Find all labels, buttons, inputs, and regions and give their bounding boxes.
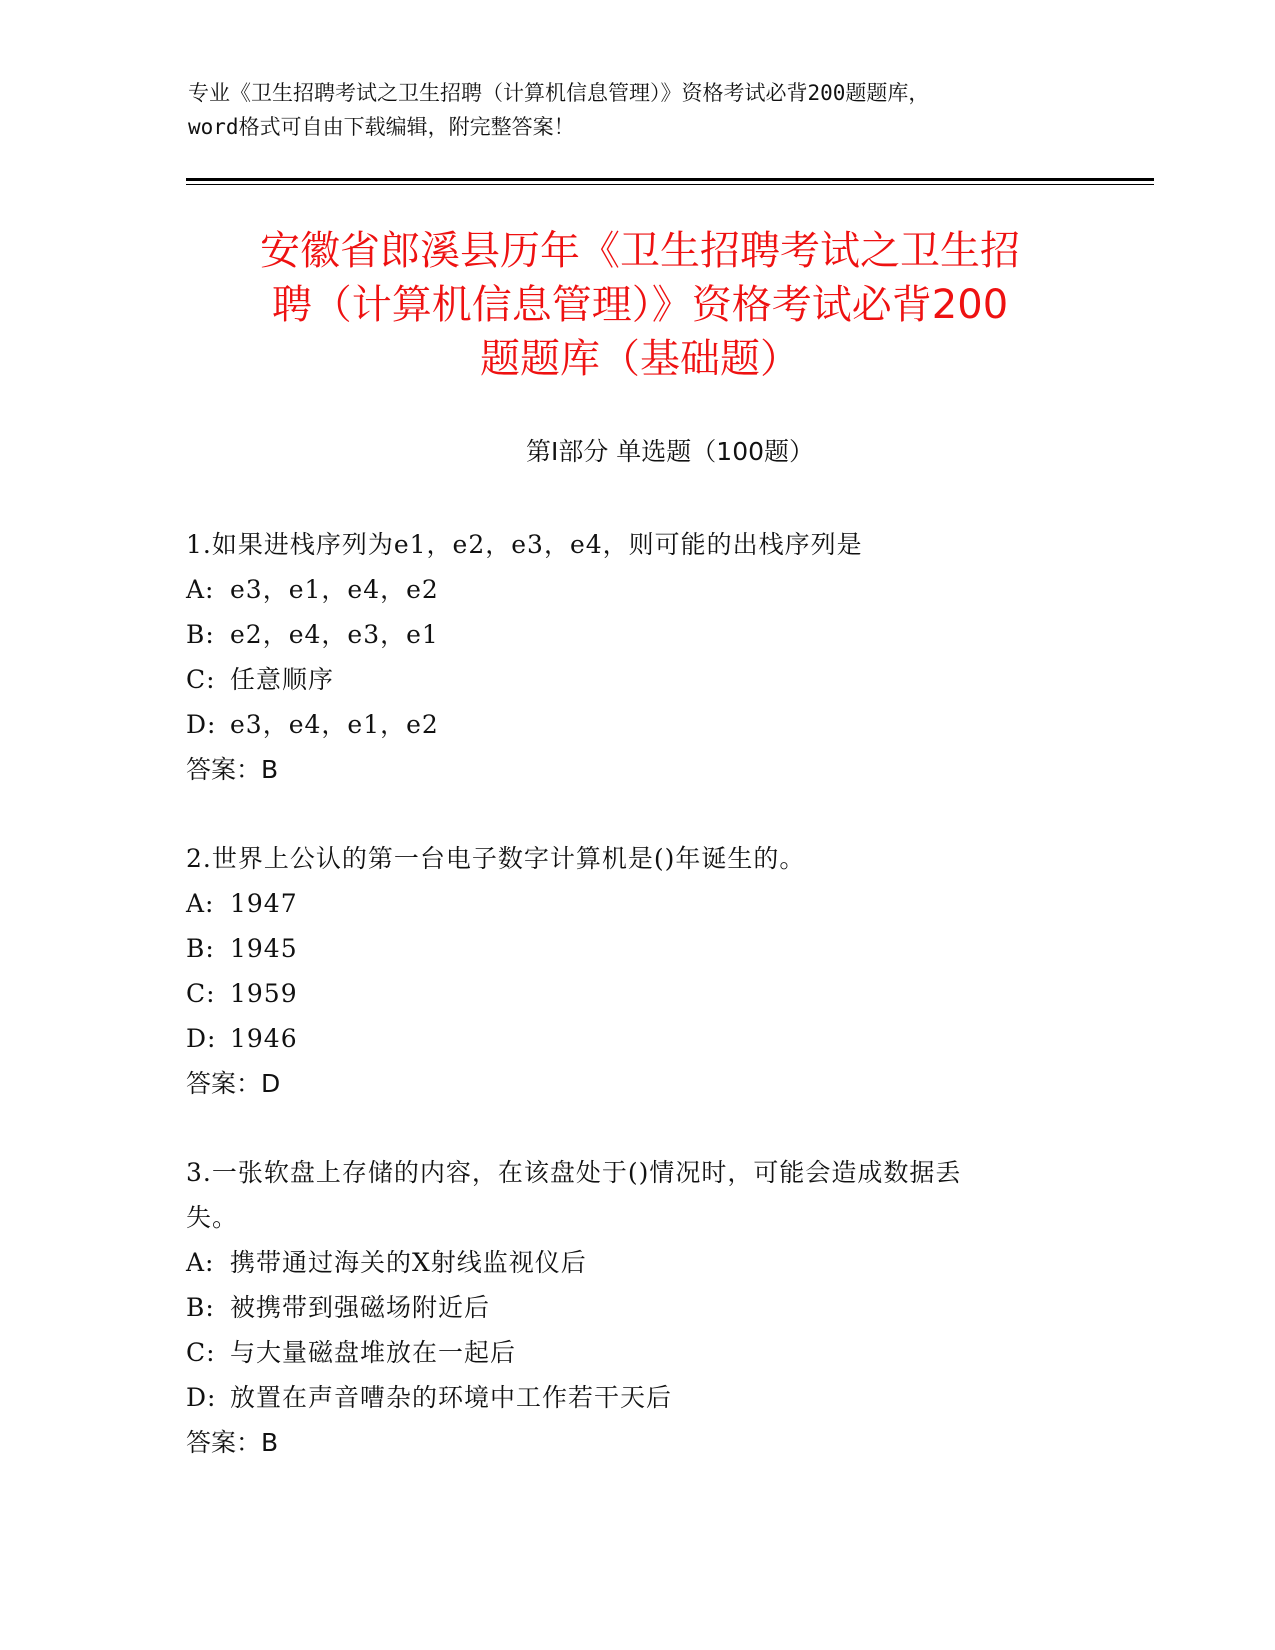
option-c <box>186 657 1086 702</box>
answer-label: 答案：B <box>186 1428 279 1457</box>
option-text: 携带通过海关的X射线监视仪后 <box>230 1248 587 1277</box>
option-text: e3，e1，e4，e2 <box>230 575 439 604</box>
question-stem: 3.一张软盘上存储的内容，在该盘处于()情况时，可能会造成数据丢 <box>186 1158 962 1187</box>
option-text: 1946 <box>230 1024 298 1053</box>
question-3 <box>186 1150 1086 1465</box>
option-d <box>186 702 1086 747</box>
option-b <box>186 612 1086 657</box>
option-a <box>186 567 1086 612</box>
option-letter: D: <box>186 1024 217 1053</box>
option-letter: A: <box>186 889 215 918</box>
option-letter: A: <box>186 1248 215 1277</box>
option-text: 1959 <box>230 979 298 1008</box>
option-c <box>186 971 1086 1016</box>
option-b <box>186 926 1086 971</box>
option-letter: D: <box>186 1383 217 1412</box>
option-text: 被携带到强磁场附近后 <box>230 1293 491 1322</box>
header-note-line-1: 专业《卫生招聘考试之卫生招聘（计算机信息管理）》资格考试必背200题题库， <box>188 81 930 105</box>
option-text: 放置在声音嘈杂的环境中工作若干天后 <box>230 1383 673 1412</box>
question-1 <box>186 522 1086 792</box>
option-letter: B: <box>186 620 215 649</box>
question-stem: 1.如果进栈序列为e1，e2，e3，e4，则可能的出栈序列是 <box>186 530 863 559</box>
section-heading: 第Ⅰ部分 单选题（100题） <box>525 437 815 466</box>
option-text: 与大量磁盘堆放在一起后 <box>230 1338 517 1367</box>
header-note <box>188 76 1088 144</box>
option-letter: A: <box>186 575 215 604</box>
option-text: 1947 <box>230 889 298 918</box>
document-title <box>180 224 1100 386</box>
option-letter: C: <box>186 1338 216 1367</box>
header-note-line-2: word格式可自由下载编辑，附完整答案！ <box>188 115 575 139</box>
option-text: 1945 <box>230 934 298 963</box>
option-letter: B: <box>186 934 215 963</box>
option-text: 任意顺序 <box>230 665 335 694</box>
option-d <box>186 1016 1086 1061</box>
option-text: e2，e4，e3，e1 <box>230 620 439 649</box>
option-letter: C: <box>186 665 216 694</box>
option-letter: B: <box>186 1293 215 1322</box>
header-divider-thin <box>186 184 1154 185</box>
option-b <box>186 1285 1086 1330</box>
document-title-line-2: 聘（计算机信息管理）》资格考试必背200 <box>271 282 1009 328</box>
header-divider-thick <box>186 178 1154 181</box>
option-text: e3，e4，e1，e2 <box>230 710 439 739</box>
option-letter: C: <box>186 979 216 1008</box>
answer-label: 答案：D <box>186 1069 281 1098</box>
option-d <box>186 1375 1086 1420</box>
option-a <box>186 1240 1086 1285</box>
document-title-line-1: 安徽省郎溪县历年《卫生招聘考试之卫生招 <box>260 228 1020 274</box>
option-c <box>186 1330 1086 1375</box>
question-stem: 2.世界上公认的第一台电子数字计算机是()年诞生的。 <box>186 844 806 873</box>
answer-label: 答案：B <box>186 755 279 784</box>
question-stem-continued: 失。 <box>186 1203 239 1232</box>
option-a <box>186 881 1086 926</box>
document-title-line-3: 题题库（基础题） <box>480 336 800 382</box>
option-letter: D: <box>186 710 217 739</box>
question-2 <box>186 836 1086 1106</box>
